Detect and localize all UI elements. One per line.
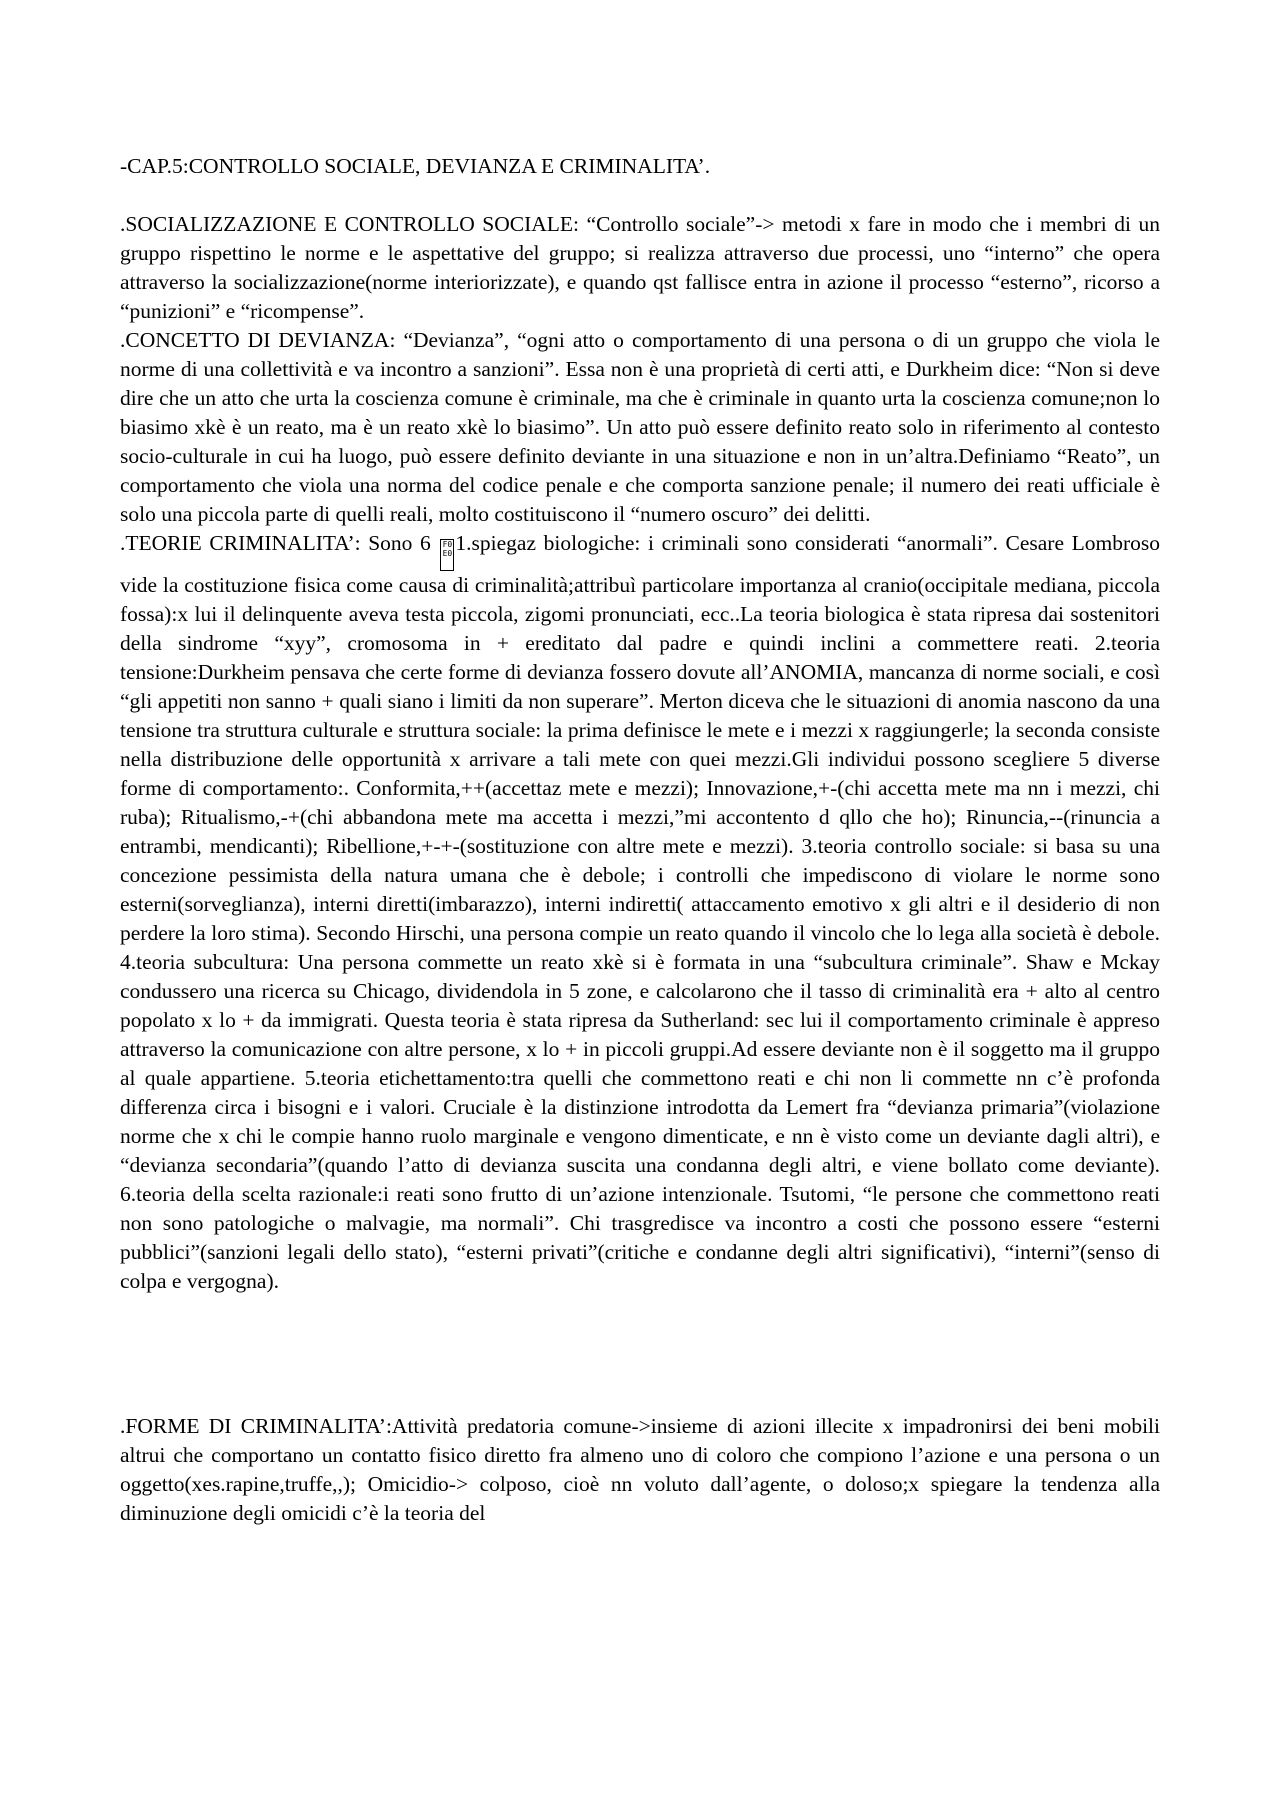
teorie-body-text: 1.spiegaz biologiche: i criminali sono considerati “anormali”. Cesare Lombroso vide la costituzione fisica come causa di criminalità;attribuì particolare importanza al cranio(occipitale mediana, piccola fossa):x lui il delinquente aveva testa piccola, zigomi pronunciati, ecc..La teoria biologica è stata ripresa dai sostenitori della sindrome “xyy”, cromosoma in + ereditato dal padre e quindi inclini a commettere reati. 2.teoria tensione:Durkheim pensava che certe forme di devianza fossero dovute all’ANOMIA, mancanza di norme sociali, e così “gli appetiti non sanno + quali siano i limiti da non superare”. Merton diceva che le situazioni di anomia nascono da una tensione tra struttura culturale e struttura sociale: la prima definisce le mete e i mezzi x raggiungerle; la seconda consiste nella distribuzione delle opportunità x arrivare a tali mete con quei mezzi.Gli individui possono scegliere 5 diverse forme di comportamento:. Conformita,++(accettaz mete e mezzi); Innovazione,+-(chi accetta mete ma nn i mezzi, chi ruba); Ritualismo,-+(chi abbandona mete ma accetta i mezzi,”mi accontento d qllo che ho); Rinuncia,--(rinuncia a entrambi, mendicanti); Ribellione,+-+-(sostituzione con altre mete e mezzi). 3.teoria controllo sociale: si basa su una concezione pessimista della natura umana che è debole; i controlli che impediscono di violare le norme sono esterni(sorveglianza), interni diretti(imbarazzo), interni indiretti( attaccamento emotivo x gli altri e il desiderio di non perdere la loro stima). Secondo Hirschi, una persona compie un reato quando il vincolo che lo lega alla società è debole. 4.teoria subcultura: Una persona commette un reato xkè si è formata in una “subcultura criminale”. Shaw e Mckay condussero una ricerca su Chicago, dividendola in 5 zone, e calcolarono che il tasso di criminalità era + alto al centro popolato x lo + da immigrati. Questa teoria è stata ripresa da Sutherland: sec lui il comportamento criminale è appreso attraverso la comunicazione con altre persone, x lo + in piccoli gruppi.Ad essere deviante non è il soggetto ma il gruppo al quale appartiene. 5.teoria etichettamento:tra quelli che commettono reati e chi non li commette nn c’è profonda differenza circa i bisogni e i valori. Cruciale è la distinzione introdotta da Lemert fra “devianza primaria”(violazione norme che x chi le compie hanno ruolo marginale e vengono dimenticate, e nn è visto come un deviante dagli altri), e “devianza secondaria”(quando l’atto di devianza suscita una condanna degli altri, e viene bollato come deviante). 6.teoria della scelta razionale:i reati sono frutto di un’azione intenzionale. Tsutomi, “le persone che commettono reati non sono patologiche o malvagie, ma normali”. Chi trasgredisce va incontro a costi che possono essere “esterni pubblici”(sanzioni legali dello stato), “esterni privati”(critiche e condanne degli altri significativi), “interni”(senso di colpa e vergogna). <box>120 531 1160 1293</box>
paragraph-teorie <box>120 529 1160 1296</box>
paragraph-devianza: .CONCETTO DI DEVIANZA: “Devianza”, “ogni atto o comportamento di una persona o di un gruppo che viola le norme di una collettività e va incontro a sanzioni”. Essa non è una proprietà di certi atti, e Durkheim dice: “Non si deve dire che un atto che urta la coscienza comune è criminale, ma che è criminale in quanto urta la coscienza comune;non lo biasimo xkè è un reato, ma è un reato xkè lo biasimo”. Un atto può essere definito reato solo in riferimento al contesto socio-culturale in cui ha luogo, può essere definito deviante in una situazione e non in un’altra.Definiamo “Reato”, un comportamento che viola una norma del codice penale e che comporta sanzione penale; il numero dei reati ufficiale è solo una piccola parte di quelli reali, molto costituiscono il “numero oscuro” dei delitti. <box>120 328 1160 526</box>
section-spacer <box>120 1296 1160 1412</box>
chapter-title: -CAP.5:CONTROLLO SOCIALE, DEVIANZA E CRIMINALITA’. <box>120 154 711 178</box>
document-page <box>120 152 1160 1528</box>
teorie-heading-text: .TEORIE CRIMINALITA’: Sono 6 <box>120 531 431 555</box>
missing-glyph-icon: F0 E0 <box>440 539 454 571</box>
paragraph-socializzazione: .SOCIALIZZAZIONE E CONTROLLO SOCIALE: “Controllo sociale”-> metodi x fare in modo che i membri di un gruppo rispettino le norme e le aspettative del gruppo; si realizza attraverso due processi, uno “interno” che opera attraverso la socializzazione(norme interiorizzate), e quando qst fallisce entra in azione il processo “esterno”, ricorso a “punizioni” e “ricompense”. <box>120 212 1160 323</box>
paragraph-forme: .FORME DI CRIMINALITA’:Attività predatoria comune->insieme di azioni illecite x impadronirsi dei beni mobili altrui che comportano un contatto fisico diretto fra almeno uno di coloro che compiono l’azione e una persona o un oggetto(xes.rapine,truffe,,); Omicidio-> colposo, cioè nn voluto dall’agente, o doloso;x spiegare la tendenza alla diminuzione degli omicidi c’è la teoria del <box>120 1414 1160 1525</box>
